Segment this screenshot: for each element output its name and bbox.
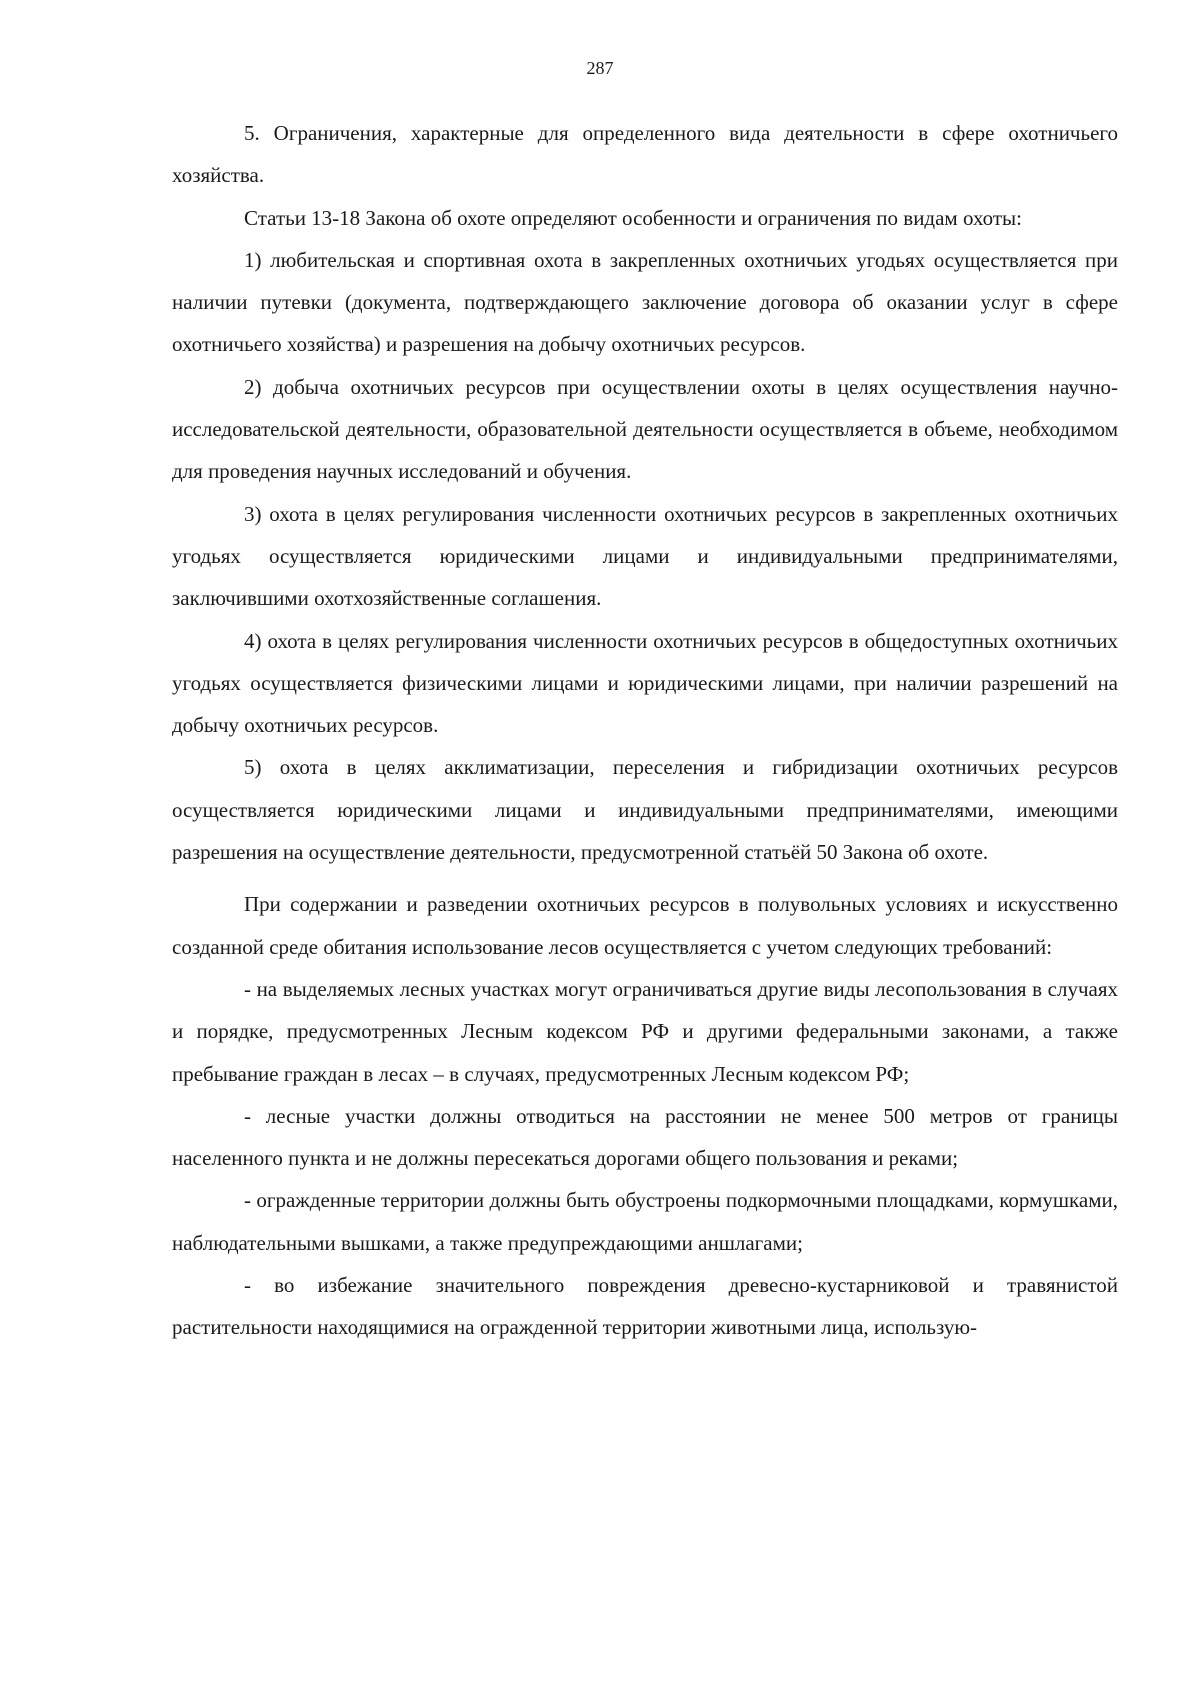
paragraph-restrictions-heading: 5. Ограничения, характерные для определенного вида деятельности в сфере охотничьего хозяйства. <box>172 121 1118 188</box>
paragraph-requirement-1: - на выделяемых лесных участках могут ограничиваться другие виды лесопользования в случаях и порядке, предусмотренных Лесным кодексом РФ и другими федеральными законами, а также пребывание граждан в лесах – в случаях, предусмотренных Лесным кодексом РФ; <box>172 976 1118 1086</box>
page-body <box>172 112 1118 1349</box>
paragraph-requirements-intro: При содержании и разведении охотничьих ресурсов в полувольных условиях и искусственно созданной среде обитания использование лесов осуществляется с учетом следующих требований: <box>172 892 1118 959</box>
paragraph-requirement-3: - огражденные территории должны быть обустроены подкормочными площадками, кормушками, наблюдательными вышками, а также предупреждающими аншлагами; <box>172 1188 1118 1255</box>
paragraph-requirement-4: - во избежание значительного повреждения древесно-кустарниковой и травянистой растительности находящимися на огражденной территории животными лица, использую- <box>172 1273 1118 1340</box>
paragraph-item-2: 2) добыча охотничьих ресурсов при осуществлении охоты в целях осуществления научно-исследовательской деятельности, образовательной деятельности осуществляется в объеме, необходимом для проведения научных исследований и обучения. <box>172 374 1118 484</box>
paragraph-item-1: 1) любительская и спортивная охота в закрепленных охотничьих угодьях осуществляется при наличии путевки (документа, подтверждающего заключение договора об оказании услуг в сфере охотничьего хозяйства) и разрешения на добычу охотничьих ресурсов. <box>172 247 1118 357</box>
paragraph-item-5: 5) охота в целях акклиматизации, переселения и гибридизации охотничьих ресурсов осуществляется юридическими лицами и индивидуальными предпринимателями, имеющими разрешения на осуществление деятельности, предусмотренной статьёй 50 Закона об охоте. <box>172 755 1118 865</box>
paragraph-articles-intro: Статьи 13-18 Закона об охоте определяют особенности и ограничения по видам охоты: <box>244 205 1022 230</box>
paragraph-item-3: 3) охота в целях регулирования численности охотничьих ресурсов в закрепленных охотничьих угодьях осуществляется юридическими лицами и индивидуальными предпринимателями, заключившими охотхозяйственные соглашения. <box>172 501 1118 611</box>
page-number: 287 <box>586 58 614 78</box>
paragraph-item-4: 4) охота в целях регулирования численности охотничьих ресурсов в общедоступных охотничьих угодьях осуществляется физическими лицами и юридическими лицами, при наличии разрешений на добычу охотничьих ресурсов. <box>172 628 1118 738</box>
paragraph-requirement-2: - лесные участки должны отводиться на расстоянии не менее 500 метров от границы населенного пункта и не должны пересекаться дорогами общего пользования и реками; <box>172 1103 1118 1171</box>
